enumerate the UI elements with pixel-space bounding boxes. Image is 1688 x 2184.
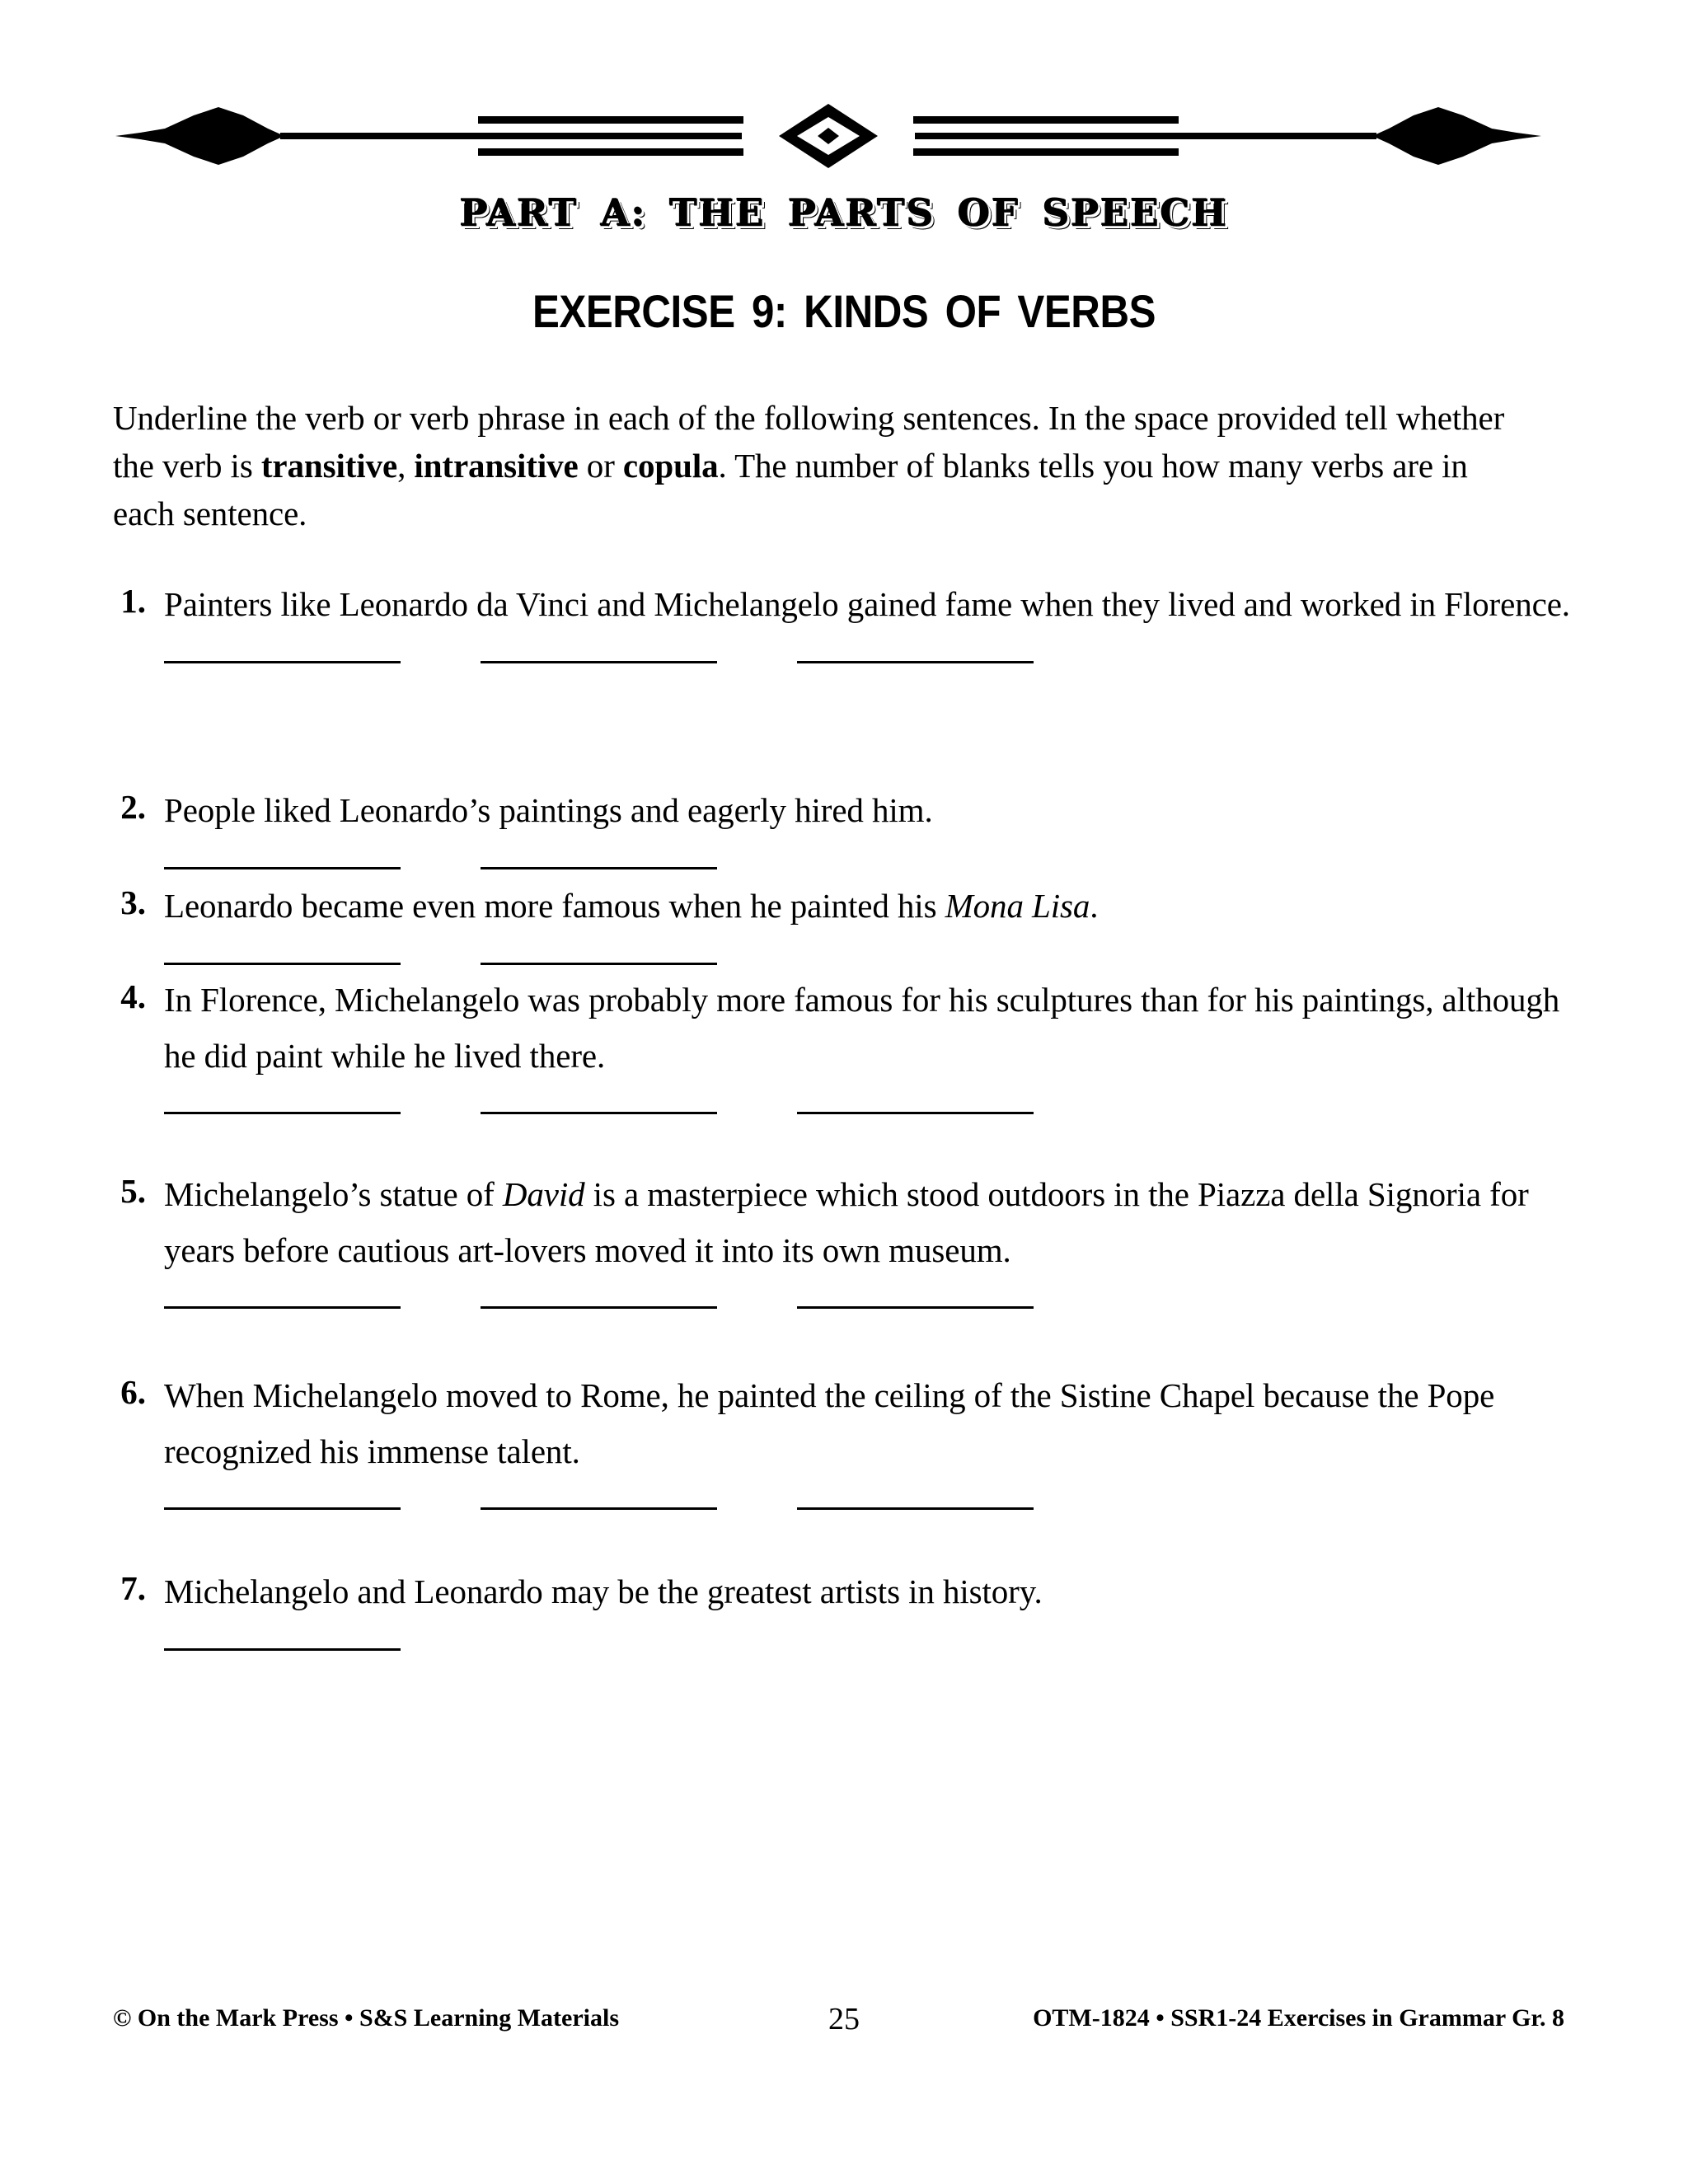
question-text-part: Leonardo became even more famous when he painted his xyxy=(164,887,945,925)
question-text xyxy=(164,879,1580,935)
answer-blank-group xyxy=(164,633,1580,663)
question-number: 6. xyxy=(120,1373,146,1411)
answer-blank-line[interactable] xyxy=(481,1306,717,1309)
answer-blank-line[interactable] xyxy=(481,1507,717,1510)
blank-spacer xyxy=(401,867,481,869)
answer-blank-group xyxy=(164,1620,1580,1651)
question-item xyxy=(113,879,1580,965)
answer-blank-group xyxy=(164,1278,1580,1309)
question-item xyxy=(113,577,1580,663)
blank-spacer xyxy=(717,1112,797,1114)
question-title-italic: David xyxy=(502,1175,585,1213)
instructions-paragraph xyxy=(113,394,1531,538)
answer-blank-line[interactable] xyxy=(481,963,717,965)
answer-blank-group xyxy=(164,935,1580,965)
term-intransitive: intransitive xyxy=(414,447,579,485)
question-row xyxy=(113,1564,1580,1620)
part-heading: PART A: THE PARTS OF SPEECH xyxy=(459,191,1229,235)
instructions-sep-1: , xyxy=(397,447,415,485)
answer-blank-group xyxy=(164,1479,1580,1510)
blank-spacer xyxy=(401,661,481,663)
answer-blank-line[interactable] xyxy=(481,867,717,869)
question-row xyxy=(113,1167,1580,1278)
answer-blank-line[interactable] xyxy=(481,1112,717,1114)
term-copula: copula xyxy=(622,447,719,485)
exercise-title: EXERCISE 9: KINDS OF VERBS xyxy=(532,285,1156,337)
footer-page-number: 25 xyxy=(828,2002,860,2036)
footer-product-code: OTM-1824 • SSR1-24 Exercises in Grammar Gr. 8 xyxy=(1033,2004,1564,2032)
footer-copyright: © On the Mark Press • S&S Learning Materials xyxy=(113,2004,619,2032)
question-text xyxy=(164,783,1580,839)
question-text-part: In Florence, Michelangelo was probably more famous for his sculptures than for his paintings, although he did paint while he lived there. xyxy=(164,981,1560,1075)
question-item xyxy=(113,1167,1580,1309)
question-text xyxy=(164,1564,1580,1620)
question-row xyxy=(113,1368,1580,1479)
blank-spacer xyxy=(401,1507,481,1510)
answer-blank-line[interactable] xyxy=(164,1306,401,1309)
blank-spacer xyxy=(717,1507,797,1510)
answer-blank-line[interactable] xyxy=(481,661,717,663)
instructions-sep-2: or xyxy=(578,447,623,485)
blank-spacer xyxy=(717,661,797,663)
question-text xyxy=(164,972,1580,1084)
answer-blank-line[interactable] xyxy=(797,1507,1034,1510)
question-number: 1. xyxy=(120,582,146,620)
question-number: 2. xyxy=(120,788,146,826)
question-text-part: When Michelangelo moved to Rome, he painted the ceiling of the Sistine Chapel because the Pope recognized his immense talent. xyxy=(164,1376,1495,1470)
term-transitive: transitive xyxy=(260,447,398,485)
instructions-text-2: . The number of blanks tells you how many verbs are in each sentence. xyxy=(113,447,1468,533)
blank-spacer xyxy=(401,1112,481,1114)
question-item xyxy=(113,972,1580,1114)
question-text-part: Painters like Leonardo da Vinci and Michelangelo gained fame when they lived and worked in Florence. xyxy=(164,585,1570,623)
answer-blank-line[interactable] xyxy=(797,661,1034,663)
question-text-tail: . xyxy=(1090,887,1099,925)
answer-blank-line[interactable] xyxy=(164,661,401,663)
instructions-text-1: Underline the verb or verb phrase in each of the following sentences. In the space provided tell whether the verb is xyxy=(113,399,1505,485)
question-number: 3. xyxy=(120,883,146,921)
question-row xyxy=(113,577,1580,633)
question-row xyxy=(113,879,1580,935)
ornamental-divider xyxy=(115,99,1541,173)
question-number: 7. xyxy=(120,1569,146,1607)
question-number: 5. xyxy=(120,1172,146,1210)
answer-blank-group xyxy=(164,1084,1580,1114)
question-text-part: People liked Leonardo’s paintings and eagerly hired him. xyxy=(164,791,933,829)
question-item xyxy=(113,1368,1580,1510)
question-text xyxy=(164,1167,1580,1278)
question-text-part: Michelangelo’s statue of xyxy=(164,1175,503,1213)
diamond-rule-ornament-icon xyxy=(115,99,1541,173)
answer-blank-line[interactable] xyxy=(164,1112,401,1114)
question-title-italic: Mona Lisa xyxy=(945,887,1090,925)
answer-blank-line[interactable] xyxy=(164,867,401,869)
question-text-part: Michelangelo and Leonardo may be the greatest artists in history. xyxy=(164,1572,1043,1610)
question-item xyxy=(113,783,1580,869)
question-row xyxy=(113,972,1580,1084)
blank-spacer xyxy=(401,963,481,965)
question-text-tail: is a masterpiece which stood outdoors in the Piazza della Signoria for years before cautious art-lovers moved it into its own museum. xyxy=(164,1175,1529,1269)
question-text xyxy=(164,577,1580,633)
answer-blank-line[interactable] xyxy=(797,1306,1034,1309)
question-row xyxy=(113,783,1580,839)
blank-spacer xyxy=(717,1306,797,1309)
answer-blank-group xyxy=(164,839,1580,869)
answer-blank-line[interactable] xyxy=(164,1507,401,1510)
answer-blank-line[interactable] xyxy=(797,1112,1034,1114)
page-footer xyxy=(0,2004,1688,2047)
blank-spacer xyxy=(401,1306,481,1309)
question-text xyxy=(164,1368,1580,1479)
question-number: 4. xyxy=(120,977,146,1015)
answer-blank-line[interactable] xyxy=(164,1648,401,1651)
question-item xyxy=(113,1564,1580,1651)
answer-blank-line[interactable] xyxy=(164,963,401,965)
